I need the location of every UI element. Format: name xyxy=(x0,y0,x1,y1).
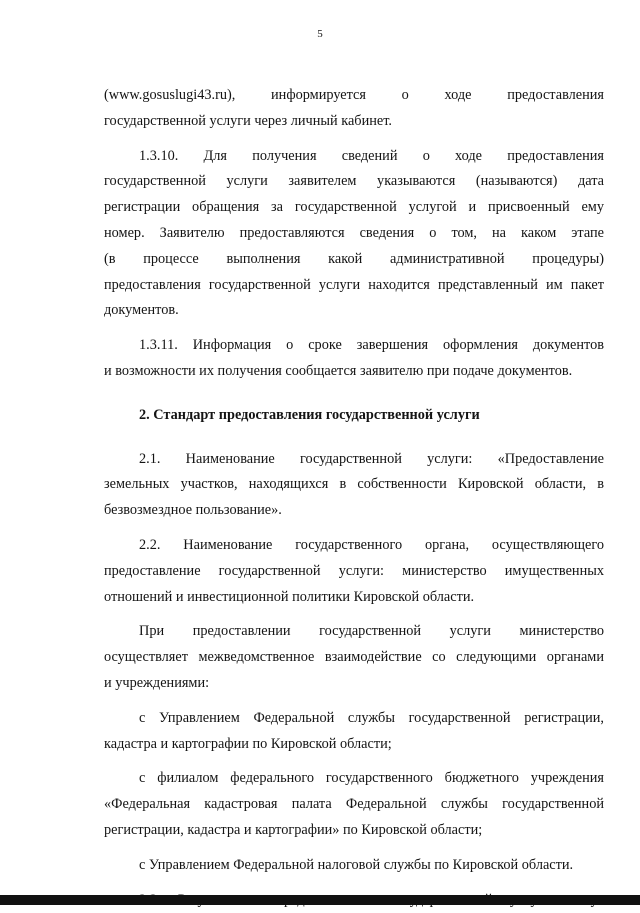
paragraph-1-3-10 xyxy=(104,144,604,325)
text-line: отношений и инвестиционной политики Кировской области. xyxy=(104,588,475,605)
paragraph-tax-service xyxy=(104,853,604,879)
text-line: государственной услуги заявителем указываются (называются) дата xyxy=(104,173,604,190)
text-line: При предоставлении государственной услуги министерство xyxy=(139,623,604,640)
text-line: 2.1. Наименование государственной услуги: «Предоставление xyxy=(139,450,604,467)
page-number: 5 xyxy=(317,28,323,40)
text-line: (в процессе выполнения какой административной процедуры) xyxy=(104,250,604,267)
paragraph-rosreestr xyxy=(104,706,604,758)
text-line: безвозмездное пользование». xyxy=(104,502,282,519)
text-line: предоставления государственной услуги находится представленный им пакет xyxy=(104,276,604,293)
text-line: и учреждениями: xyxy=(104,674,210,691)
text-line: (www.gosuslugi43.ru), информируется о ходе предоставления xyxy=(104,87,604,103)
paragraph-interaction xyxy=(104,619,604,696)
text-line: с филиалом федерального государственного бюджетного учреждения xyxy=(139,770,604,787)
text-line: предоставление государственной услуги: министерство имущественных xyxy=(104,562,604,579)
text-line: «Федеральная кадастровая палата Федеральной службы государственной xyxy=(104,796,604,813)
text-line: 2.2. Наименование государственного органа, осуществляющего xyxy=(139,536,604,553)
text-line: 1.3.10. Для получения сведений о ходе предоставления xyxy=(139,147,604,164)
text-line: с Управлением Федеральной налоговой службы по Кировской области. xyxy=(139,856,574,873)
text-line: земельных участков, находящихся в собственности Кировской области, в xyxy=(104,476,604,493)
section-heading: 2. Стандарт предоставления государственной услуги xyxy=(139,406,480,423)
text-line: документов. xyxy=(104,302,179,319)
text-line: осуществляет межведомственное взаимодействие со следующими органами xyxy=(104,649,604,666)
paragraph-1-3-11 xyxy=(104,333,604,385)
text-line: с Управлением Федеральной службы государственной регистрации, xyxy=(139,709,604,726)
paragraph-cadastral-chamber xyxy=(104,766,604,843)
paragraph-2-1 xyxy=(104,447,604,524)
paragraph-2-2 xyxy=(104,533,604,610)
text-line: кадастра и картографии по Кировской области; xyxy=(104,735,392,752)
document-body xyxy=(104,83,604,913)
scan-bottom-edge xyxy=(0,895,640,905)
text-line: государственной услуги через личный кабинет. xyxy=(104,112,392,129)
text-line: и возможности их получения сообщается заявителю при подаче документов. xyxy=(104,362,573,379)
text-line: регистрации, кадастра и картографии» по Кировской области; xyxy=(104,821,483,838)
text-line: номер. Заявителю предоставляются сведения о том, на каком этапе xyxy=(104,224,604,241)
text-line: регистрации обращения за государственной услугой и присвоенный ему xyxy=(104,199,604,216)
paragraph-1-3-9-tail xyxy=(104,83,604,135)
text-line: 1.3.11. Информация о сроке завершения оформления документов xyxy=(139,337,604,354)
